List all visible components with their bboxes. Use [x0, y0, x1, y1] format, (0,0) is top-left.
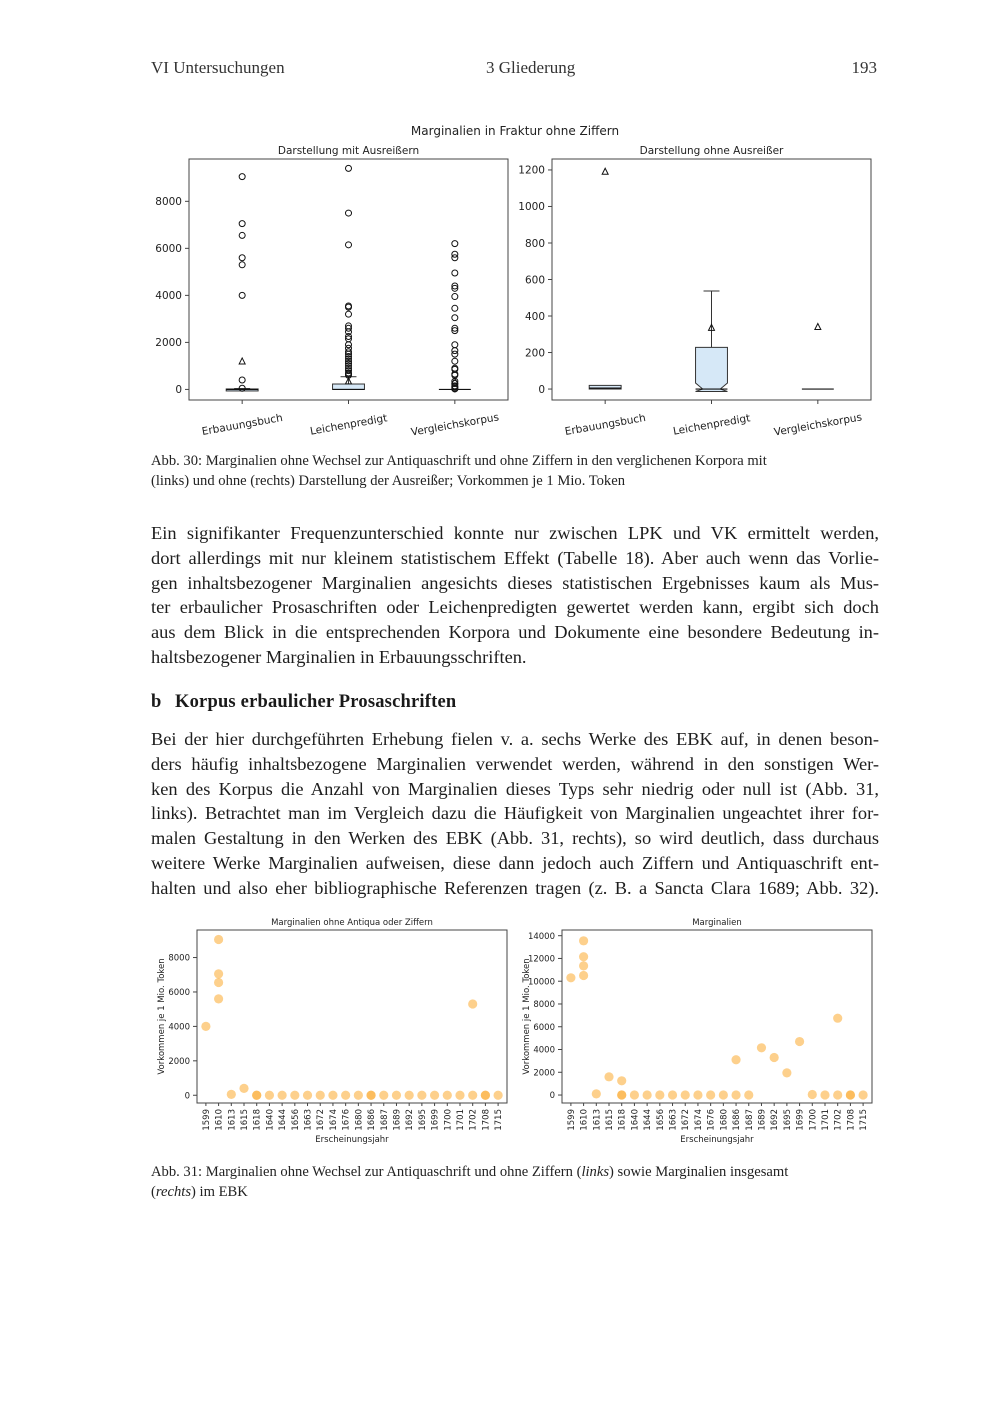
caption-text: (: [151, 1184, 156, 1200]
data-point: [341, 1091, 350, 1100]
y-axis-label: Vorkommen je 1 Mio. Token: [157, 958, 167, 1075]
data-point: [214, 969, 223, 978]
data-point: [303, 1091, 312, 1100]
outlier-marker: [346, 311, 352, 317]
data-point: [757, 1043, 766, 1052]
x-tick-label: 1599: [566, 1109, 577, 1131]
outlier-marker: [239, 174, 245, 180]
y-tick-label: 8000: [168, 953, 190, 964]
x-tick-label: 1680: [354, 1109, 365, 1131]
data-point: [706, 1090, 715, 1099]
caption-text: ) im EBK: [191, 1184, 248, 1200]
outlier-marker: [452, 315, 458, 321]
data-point: [455, 1091, 464, 1100]
paragraph-1-line: haltsbezogener Marginalien in Erbauungsschriften.: [151, 646, 527, 667]
x-tick-label: Vergleichskorpus: [410, 411, 500, 439]
x-tick-label: 1676: [341, 1109, 352, 1131]
outlier-marker: [452, 270, 458, 276]
section-heading-number: b: [151, 692, 162, 712]
figure-31-caption-line-2: [151, 1182, 881, 1202]
data-point: [579, 952, 588, 961]
data-point: [820, 1090, 829, 1099]
outlier-marker: [239, 232, 245, 238]
x-tick-label: 1708: [481, 1109, 492, 1131]
outlier-marker: [239, 262, 245, 268]
y-tick-label: 2000: [168, 1056, 190, 1067]
outlier-marker: [346, 210, 352, 216]
paragraph-1: [151, 521, 879, 670]
paragraph-1-line: gen inhaltsbezogener Marginalien angesichts dieses statistischen Ergebnisses kaum als Mus-: [151, 572, 879, 593]
y-tick-label: 10000: [527, 977, 555, 988]
figure-31-svg: [150, 910, 890, 1150]
data-point: [366, 1091, 375, 1100]
x-tick-label: 1640: [265, 1109, 276, 1131]
y-tick-label: 6000: [168, 988, 190, 999]
data-point: [833, 1090, 842, 1099]
outlier-marker: [239, 377, 245, 383]
data-point: [252, 1091, 261, 1100]
data-point: [592, 1089, 601, 1098]
y-tick-label: 6000: [155, 243, 182, 256]
x-tick-label: 1663: [303, 1109, 314, 1131]
paragraph-1-line: Ein signifikanter Frequenzunterschied konnte nur zwischen LPK und VK ermittelt werden,: [151, 523, 879, 543]
x-tick-label: 1644: [278, 1109, 289, 1131]
y-tick-label: 1000: [518, 201, 545, 214]
figure-31-caption-line-1: [151, 1162, 881, 1182]
data-point: [579, 961, 588, 970]
x-tick-label: 1700: [808, 1109, 819, 1131]
figure-30-boxplots: [150, 120, 890, 440]
axes-frame: [197, 930, 507, 1103]
y-tick-label: 4000: [533, 1045, 555, 1056]
x-tick-label: 1615: [240, 1109, 251, 1131]
y-tick-label: 1200: [518, 164, 545, 177]
outlier-marker: [346, 165, 352, 171]
x-tick-label: 1702: [468, 1109, 479, 1131]
chart-title: Marginalien ohne Antiqua oder Ziffern: [271, 918, 433, 928]
data-point: [468, 1091, 477, 1100]
data-point: [430, 1091, 439, 1100]
x-tick-label: 1686: [732, 1109, 743, 1131]
x-tick-label: 1613: [592, 1109, 603, 1131]
x-tick-label: 1700: [443, 1109, 454, 1131]
caption-text: ) sowie Marginalien insgesamt: [609, 1164, 789, 1180]
x-axis-label: Erscheinungsjahr: [315, 1135, 389, 1145]
x-tick-label: 1676: [706, 1109, 717, 1131]
x-tick-label: 1610: [214, 1109, 225, 1131]
caption-emphasis: rechts: [155, 1184, 191, 1200]
data-point: [770, 1053, 779, 1062]
data-point: [239, 1084, 248, 1093]
outlier-marker: [452, 294, 458, 300]
y-tick-label: 200: [524, 347, 545, 360]
x-tick-label: 1672: [681, 1109, 692, 1131]
data-point: [655, 1090, 664, 1099]
data-point: [468, 999, 477, 1008]
paragraph-2-line: Bei der hier durchgeführten Erhebung fielen v. a. sechs Werke des EBK auf, in denen beson-: [151, 729, 879, 749]
x-tick-label: 1615: [605, 1109, 616, 1131]
outlier-marker: [239, 292, 245, 298]
x-tick-label: 1644: [643, 1109, 654, 1131]
x-tick-label: Leichenpredigt: [309, 412, 389, 438]
caption-text: Abb. 31: Marginalien ohne Wechsel zur Antiquaschrift und ohne Ziffern (: [151, 1164, 582, 1180]
chart-title: Darstellung ohne Ausreißer: [639, 145, 784, 157]
outlier-marker: [239, 255, 245, 261]
x-tick-label: 1692: [770, 1109, 781, 1131]
figure-30-caption-line-2: (links) und ohne (rechts) Darstellung der Ausreißer; Vorkommen je 1 Mio. Token: [151, 473, 625, 489]
page-number: 193: [851, 58, 877, 77]
paragraph-2-line: malen Gestaltung in den Werken des EBK (Abb. 31, rechts), so wird deutlich, dass durchaus: [151, 828, 879, 849]
x-tick-label: 1695: [417, 1109, 428, 1131]
running-head: [151, 58, 877, 82]
running-head-chapter: 3 Gliederung: [486, 58, 576, 77]
data-point: [579, 971, 588, 980]
box: [696, 347, 728, 391]
y-tick-label: 2000: [155, 337, 182, 350]
y-tick-label: 8000: [533, 1000, 555, 1011]
paragraph-1-line: ter erbaulicher Prosaschriften oder Leichenpredigten gewertet werden kann, ergibt sich doch: [151, 597, 879, 618]
data-point: [214, 935, 223, 944]
x-tick-label: 1687: [744, 1109, 755, 1131]
data-point: [278, 1091, 287, 1100]
data-point: [731, 1055, 740, 1064]
data-point: [681, 1090, 690, 1099]
x-tick-label: 1599: [201, 1109, 212, 1131]
x-tick-label: 1610: [579, 1109, 590, 1131]
x-tick-label: 1656: [290, 1109, 301, 1131]
y-tick-label: 14000: [527, 931, 555, 942]
x-tick-label: Leichenpredigt: [672, 412, 752, 438]
x-tick-label: 1715: [859, 1109, 870, 1131]
data-point: [481, 1091, 490, 1100]
x-tick-label: 1640: [630, 1109, 641, 1131]
data-point: [643, 1090, 652, 1099]
data-point: [604, 1072, 613, 1081]
mean-marker: [602, 168, 608, 174]
data-point: [617, 1076, 626, 1085]
x-tick-label: 1613: [227, 1109, 238, 1131]
x-tick-label: Vergleichskorpus: [773, 411, 863, 439]
x-tick-label: 1672: [316, 1109, 327, 1131]
data-point: [630, 1090, 639, 1099]
data-point: [379, 1091, 388, 1100]
x-tick-label: 1699: [430, 1109, 441, 1131]
data-point: [265, 1091, 274, 1100]
y-tick-label: 600: [524, 274, 545, 287]
x-tick-label: Erbauungsbuch: [563, 411, 647, 439]
x-tick-label: 1692: [405, 1109, 416, 1131]
data-point: [617, 1090, 626, 1099]
paragraph-2-line: weitere Werke Marginalien aufweisen, diese dann jedoch auch Ziffern und Antiquaschrift ent-: [151, 852, 879, 873]
data-point: [719, 1090, 728, 1099]
outlier-marker: [452, 358, 458, 364]
box: [333, 384, 365, 389]
data-point: [859, 1090, 868, 1099]
x-tick-label: 1708: [846, 1109, 857, 1131]
x-tick-label: 1656: [655, 1109, 666, 1131]
outlier-marker: [452, 305, 458, 311]
data-point: [214, 994, 223, 1003]
figure-30-svg: [150, 120, 890, 440]
outlier-marker: [346, 242, 352, 248]
x-tick-label: 1618: [617, 1109, 628, 1131]
figure-31-caption: [151, 1162, 881, 1202]
section-heading-title: Korpus erbaulicher Prosaschriften: [175, 692, 457, 712]
data-point: [328, 1091, 337, 1100]
paragraph-1-line: dort allerdings mit nur kleinem statistischem Effekt (Tabelle 18). Aber auch wenn das Vorlie-: [151, 547, 879, 568]
figure-30-caption: [151, 451, 881, 491]
data-point: [405, 1091, 414, 1100]
figure-suptitle: Marginalien in Fraktur ohne Ziffern: [410, 124, 620, 138]
outlier-marker: [452, 342, 458, 348]
x-tick-label: 1674: [693, 1109, 704, 1131]
y-tick-label: 0: [175, 384, 182, 397]
x-tick-label: 1618: [252, 1109, 263, 1131]
x-tick-label: 1701: [820, 1109, 831, 1131]
outlier-marker: [452, 351, 458, 357]
data-point: [354, 1091, 363, 1100]
x-tick-label: 1701: [455, 1109, 466, 1131]
data-point: [494, 1091, 503, 1100]
caption-emphasis: links: [581, 1164, 610, 1180]
outlier-marker: [452, 255, 458, 261]
y-tick-label: 0: [538, 383, 545, 396]
outlier-marker: [452, 241, 458, 247]
paragraph-2-line: halten und also eher bibliographische Referenzen tragen (z. B. a Sancta Clara 1689; Abb. 32).: [151, 877, 879, 898]
data-point: [201, 1022, 210, 1031]
data-point: [846, 1090, 855, 1099]
running-head-section: VI Untersuchungen: [151, 58, 285, 77]
data-point: [808, 1090, 817, 1099]
figure-30-caption-line-1: Abb. 30: Marginalien ohne Wechsel zur Antiquaschrift und ohne Ziffern in den verglichenen Korpora mit: [151, 453, 767, 469]
chart-title: Darstellung mit Ausreißern: [277, 145, 420, 157]
data-point: [566, 973, 575, 982]
y-tick-label: 2000: [533, 1068, 555, 1079]
paragraph-2-line: ders häufig inhaltsbezogene Marginalien verwendet werden, während in den sonstigen Wer-: [151, 753, 879, 774]
mean-marker: [815, 323, 821, 329]
y-tick-label: 12000: [527, 954, 555, 965]
figure-31-scatterplots: [150, 910, 890, 1150]
x-tick-label: 1689: [757, 1109, 768, 1131]
section-heading: [151, 692, 456, 713]
data-point: [214, 978, 223, 987]
paragraph-2: [151, 727, 879, 901]
data-point: [227, 1090, 236, 1099]
x-tick-label: 1687: [379, 1109, 390, 1131]
data-point: [417, 1091, 426, 1100]
data-point: [795, 1037, 804, 1046]
y-tick-label: 800: [524, 237, 545, 250]
y-tick-label: 4000: [155, 290, 182, 303]
y-tick-label: 8000: [155, 196, 182, 209]
x-tick-label: 1674: [328, 1109, 339, 1131]
y-tick-label: 0: [184, 1091, 190, 1102]
mean-marker: [239, 358, 245, 364]
data-point: [392, 1091, 401, 1100]
x-tick-label: 1699: [795, 1109, 806, 1131]
x-tick-label: 1686: [367, 1109, 378, 1131]
x-tick-label: 1680: [719, 1109, 730, 1131]
data-point: [693, 1090, 702, 1099]
data-point: [316, 1091, 325, 1100]
paragraph-2-line: ken des Korpus die Anzahl von Marginalien dieses Typs sehr niedrig oder null ist (Abb. 31,: [151, 778, 879, 799]
x-axis-label: Erscheinungsjahr: [680, 1135, 754, 1145]
chart-title: Marginalien: [692, 918, 742, 928]
x-tick-label: 1663: [668, 1109, 679, 1131]
y-tick-label: 4000: [168, 1022, 190, 1033]
y-tick-label: 6000: [533, 1022, 555, 1033]
data-point: [579, 936, 588, 945]
x-tick-label: 1695: [782, 1109, 793, 1131]
y-tick-label: 400: [524, 310, 545, 323]
data-point: [744, 1090, 753, 1099]
data-point: [668, 1090, 677, 1099]
x-tick-label: 1715: [494, 1109, 505, 1131]
data-point: [290, 1091, 299, 1100]
data-point: [443, 1091, 452, 1100]
y-axis-label: Vorkommen je 1 Mio. Token: [522, 958, 532, 1075]
x-tick-label: 1702: [833, 1109, 844, 1131]
data-point: [731, 1090, 740, 1099]
data-point: [833, 1014, 842, 1023]
outlier-marker: [239, 221, 245, 227]
paragraph-1-line: aus dem Blick in die entsprechenden Korpora und Dokumente eine besondere Bedeutung in-: [151, 622, 879, 643]
paragraph-2-line: links). Betrachtet man im Vergleich dazu die Häufigkeit von Marginalien ungeachtet ihrer for-: [151, 803, 879, 824]
y-tick-label: 0: [549, 1091, 555, 1102]
x-tick-label: 1689: [392, 1109, 403, 1131]
x-tick-label: Erbauungsbuch: [200, 411, 284, 439]
data-point: [782, 1068, 791, 1077]
